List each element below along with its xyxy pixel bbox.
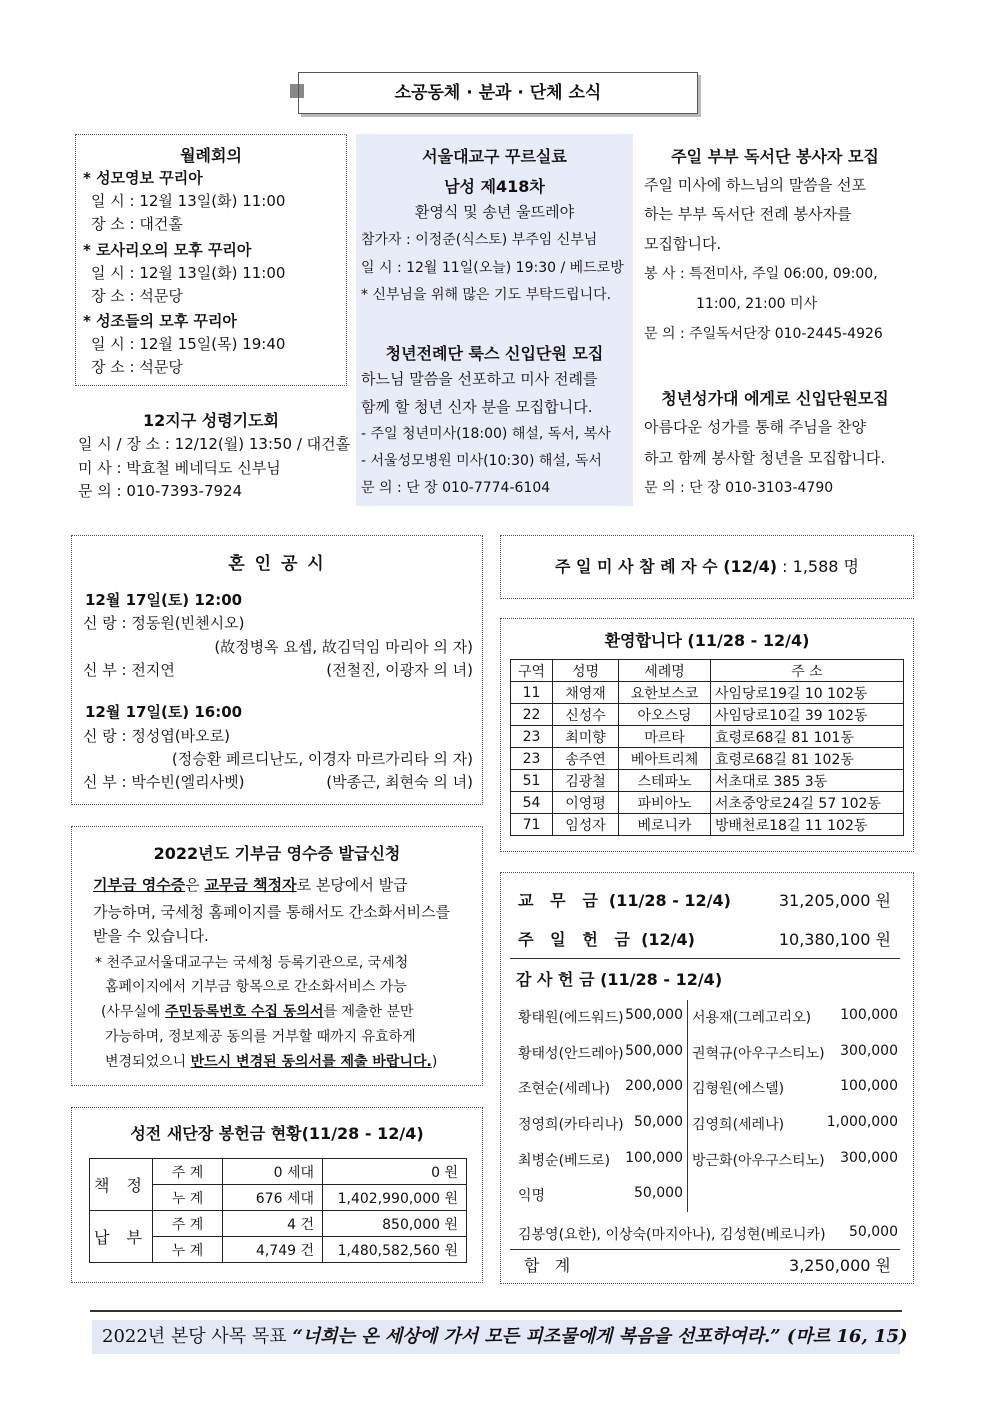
receipt-term: 기부금 영수증 [93,876,186,894]
cursillo-line: * 신부님을 위해 많은 기도 부탁드립니다. [361,287,612,303]
welcome-col-address: 주 소 [711,660,904,682]
cursillo-subtitle: 남성 제418차 [444,177,545,196]
donation-text: ) [431,1054,438,1070]
building-fund-count: 676 세대 [223,1185,323,1211]
donation-note-line: 홈페이지에서 기부금 항목으로 간소화서비스 가능 [105,979,407,995]
building-fund-period: 주 계 [153,1159,223,1185]
thanks-donor-name: 김영희(세레나) [692,1117,785,1133]
sunday-offering-label: 주 일 헌 금 (12/4) [518,930,695,949]
building-fund-row [90,1159,467,1185]
monthly-group-when: 일 시 : 12월 13일(화) 11:00 [91,192,286,210]
marriage-bride: 신 부 : 전지연 [83,661,175,679]
building-fund-count: 0 세대 [223,1159,323,1185]
donation-text: 은 [185,876,205,894]
thanks-donor-amount: 50,000 [634,1114,683,1130]
monthly-group-name: * 성모영보 꾸리아 [83,169,203,187]
monthly-group-name: * 로사리오의 모후 꾸리아 [83,241,252,259]
cursillo-event: 환영식 및 송년 울뜨레야 [414,203,575,221]
welcome-name: 이영평 [553,792,619,814]
thanks-joint-amount: 50,000 [849,1224,898,1240]
monthly-meeting-title: 월례회의 [180,146,242,165]
monthly-group-when: 일 시 : 12월 13일(화) 11:00 [91,264,286,282]
building-fund-table [89,1158,467,1263]
donation-text: 변경되었으니 [105,1054,191,1070]
thanks-donor-name: 황태원(에드워드) [518,1010,624,1026]
marriage-groom-parents: (정승환 페르디난도, 이경자 마르가리타 의 자) [171,750,473,768]
thanks-donor-amount: 500,000 [625,1043,683,1059]
welcome-col-baptism: 세례명 [619,660,711,682]
welcome-row [511,726,904,748]
monthly-group-where: 장 소 : 석문당 [91,358,183,376]
marriage-bride: 신 부 : 박수빈(엘리사벳) [83,773,245,791]
donation-text: 로 본당에서 발급 [296,876,408,894]
welcome-baptism: 스테파노 [619,770,711,792]
welcome-col-name: 성명 [553,660,619,682]
donation-para-line: 가능하며, 국세청 홈페이지를 통해서도 간소화서비스를 [93,903,451,921]
donation-title: 2022년도 기부금 영수증 발급신청 [153,844,401,863]
welcome-header-row [511,660,904,682]
welcome-name: 채영재 [553,682,619,704]
total-divider [510,1249,900,1250]
couple-line: 문 의 : 주일독서단장 010-2445-4926 [644,326,883,342]
lux-line: 함께 할 청년 신자 분을 모집합니다. [361,398,593,416]
building-fund-amount: 850,000 원 [323,1211,467,1237]
thanks-donor-name: 김형원(에스델) [692,1081,785,1097]
welcome-baptism: 아오스딩 [619,704,711,726]
donation-text: 를 제출한 분만 [323,1004,414,1020]
district-title: 12지구 성령기도회 [142,411,280,430]
welcome-address: 서초중앙로24길 57 102동 [711,792,904,814]
total-value: 3,250,000 원 [789,1256,891,1275]
district-line: 문 의 : 010-7393-7924 [78,482,243,500]
pastoral-goal [92,1320,908,1354]
building-fund-amount: 1,402,990,000 원 [323,1185,467,1211]
welcome-row [511,770,904,792]
welcome-address: 효령로68길 81 101동 [711,726,904,748]
building-fund-group-label: 납 부 [90,1211,153,1263]
lux-line: - 주일 청년미사(18:00) 해설, 독서, 복사 [361,426,611,442]
thanks-donor-amount: 100,000 [625,1150,683,1166]
welcome-baptism: 베아트리체 [619,748,711,770]
thanks-donor-amount: 500,000 [625,1007,683,1023]
donation-para-line: 받을 수 있습니다. [93,927,209,945]
choir-line: 아름다운 성가를 통해 주님을 찬양 [644,418,866,436]
choir-line: 하고 함께 봉사할 청년을 모집합니다. [644,449,886,467]
choir-line: 문 의 : 단 장 010-3103-4790 [644,480,834,496]
district-line: 일 시 / 장 소 : 12/12(월) 13:50 / 대건홀 [78,435,351,453]
welcome-row [511,682,904,704]
welcome-district: 11 [511,682,553,704]
couple-line: 하는 부부 독서단 전례 봉사자를 [644,205,852,223]
thanks-donor-amount: 200,000 [625,1078,683,1094]
donation-note-line [105,1051,437,1074]
cursillo-line: 일 시 : 12월 11일(오늘) 19:30 / 베드로방 [361,260,624,276]
building-fund-count: 4,749 건 [223,1237,323,1263]
welcome-col-district: 구역 [511,660,553,682]
marriage-groom: 신 랑 : 정동원(빈첸시오) [83,614,245,632]
couple-line: 봉 사 : 특전미사, 주일 06:00, 09:00, [644,266,878,282]
tithe-value: 31,205,000 원 [778,891,891,910]
thanks-donor-amount: 300,000 [840,1043,898,1059]
welcome-name: 신성수 [553,704,619,726]
donation-note-line: * 천주교서울대교구는 국세청 등록기관으로, 국세청 [95,955,409,971]
attendance-value: : 1,588 명 [782,557,859,576]
welcome-row [511,792,904,814]
finance-divider [510,958,900,959]
welcome-name: 최미향 [553,726,619,748]
couple-line: 주일 미사에 하느님의 말씀을 선포 [644,176,866,194]
building-fund-count: 4 건 [223,1211,323,1237]
welcome-baptism: 파비아노 [619,792,711,814]
thanks-donor-name: 조현순(세레나) [518,1081,611,1097]
building-fund-period: 주 계 [153,1211,223,1237]
welcome-district: 54 [511,792,553,814]
building-fund-amount: 1,480,582,560 원 [323,1237,467,1263]
footer-rule [90,1310,902,1312]
district-line: 미 사 : 박효철 베네딕도 신부님 [78,459,281,477]
welcome-row [511,704,904,726]
welcome-row [511,814,904,836]
thanks-donor-amount: 100,000 [840,1078,898,1094]
thanks-donor-amount: 50,000 [634,1185,683,1201]
thanks-title: 감 사 헌 금 (11/28 - 12/4) [516,970,723,989]
thanks-donor-name: 서용재(그레고리오) [692,1010,812,1026]
thanks-donor-amount: 300,000 [840,1150,898,1166]
thanks-donor-name: 익명 [518,1188,546,1204]
attendance-line [500,555,914,578]
building-fund-period: 누 계 [153,1185,223,1211]
welcome-address: 효령로68길 81 102동 [711,748,904,770]
attendance-label: 주 일 미 사 참 례 자 수 (12/4) [555,557,778,576]
lux-line: 하느님 말씀을 선포하고 미사 전례를 [361,370,598,388]
building-fund-group-label: 책 정 [90,1159,153,1211]
total-label: 합 계 [524,1256,571,1275]
welcome-name: 김광철 [553,770,619,792]
couple-line: 모집합니다. [644,235,722,253]
welcome-address: 사임당로10길 39 102동 [711,704,904,726]
welcome-row [511,748,904,770]
monthly-group-name: * 성조들의 모후 꾸리아 [83,312,237,330]
couple-line: 11:00, 21:00 미사 [696,296,818,312]
lux-line: 문 의 : 단 장 010-7774-6104 [361,480,551,496]
marriage-bride-parents: (박종근, 최현숙 의 녀) [326,773,473,791]
building-fund-title: 성전 새단장 봉헌금 현황(11/28 - 12/4) [130,1124,424,1143]
sunday-offering-value: 10,380,100 원 [778,930,891,949]
monthly-group-when: 일 시 : 12월 15일(목) 19:40 [91,335,286,353]
pastoral-goal-lead: 2022년 본당 사목 목표 [102,1326,287,1347]
welcome-baptism: 베로니카 [619,814,711,836]
welcome-baptism: 마르타 [619,726,711,748]
thanks-donor-name: 정영희(카타리나) [518,1117,624,1133]
monthly-group-where: 장 소 : 석문당 [91,287,183,305]
welcome-name: 임성자 [553,814,619,836]
marriage-bride-parents: (전철진, 이광자 의 녀) [326,661,473,679]
cursillo-line: 참가자 : 이정준(식스토) 부주임 신부님 [361,232,598,248]
welcome-district: 23 [511,748,553,770]
thanks-joint-names: 김봉영(요한), 이상숙(마지아나), 김성현(베로니카) [518,1227,826,1243]
welcome-district: 71 [511,814,553,836]
tithe-payer-term: 교무금 책정자 [204,876,297,894]
welcome-district: 51 [511,770,553,792]
thanks-donor-amount: 1,000,000 [826,1114,898,1130]
marriage-date: 12월 17일(토) 12:00 [85,591,243,609]
donation-note-line: 가능하며, 정보제공 동의를 거부할 때까지 유효하게 [105,1029,416,1045]
welcome-district: 23 [511,726,553,748]
marriage-groom: 신 랑 : 정성엽(바오로) [83,727,230,745]
donation-note-line [101,1001,414,1024]
welcome-name: 송주연 [553,748,619,770]
submit-notice: 반드시 변경된 동의서를 제출 바랍니다. [190,1054,432,1070]
welcome-table [510,659,904,836]
building-fund-amount: 0 원 [323,1159,467,1185]
thanks-donor-amount: 100,000 [840,1007,898,1023]
marriage-title: 혼 인 공 시 [228,554,326,574]
building-fund-row [90,1211,467,1237]
welcome-district: 22 [511,704,553,726]
welcome-title: 환영합니다 (11/28 - 12/4) [604,631,810,650]
choir-title: 청년성가대 에게로 신입단원모집 [661,389,889,408]
donation-para-line [93,874,408,897]
donation-text: (사무실에 [101,1004,166,1020]
thanks-column-divider [687,1000,688,1212]
thanks-donor-name: 방근화(아우구스티노) [692,1153,825,1169]
pastoral-goal-quote: “너희는 온 세상에 가서 모든 피조물에게 복음을 선포하여라.” (마르 16, 15) [292,1326,908,1347]
welcome-address: 서초대로 385 3동 [711,770,904,792]
cursillo-title: 서울대교구 꾸르실료 [422,147,567,166]
tithe-label: 교 무 금 (11/28 - 12/4) [518,891,731,910]
thanks-donor-name: 황태성(안드레아) [518,1046,624,1062]
lux-line: - 서울성모병원 미사(10:30) 해설, 독서 [361,453,602,469]
welcome-address: 방배천로18길 11 102동 [711,814,904,836]
building-fund-period: 누 계 [153,1237,223,1263]
couple-title: 주일 부부 독서단 봉사자 모집 [671,147,879,166]
welcome-baptism: 요한보스코 [619,682,711,704]
thanks-donor-name: 최병순(베드로) [518,1153,611,1169]
marriage-groom-parents: (故정병옥 요셉, 故김덕임 마리아 의 자) [214,638,473,656]
monthly-group-where: 장 소 : 대건홀 [91,215,183,233]
lux-title: 청년전례단 룩스 신입단원 모집 [385,344,604,363]
thanks-donor-name: 권혁규(아우구스티노) [692,1046,825,1062]
section-title: 소공동체 · 분과 · 단체 소식 [298,72,698,114]
marriage-date: 12월 17일(토) 16:00 [85,703,243,721]
consent-form-term: 주민등록번호 수집 동의서 [165,1004,324,1020]
welcome-address: 사임당로19길 10 102동 [711,682,904,704]
